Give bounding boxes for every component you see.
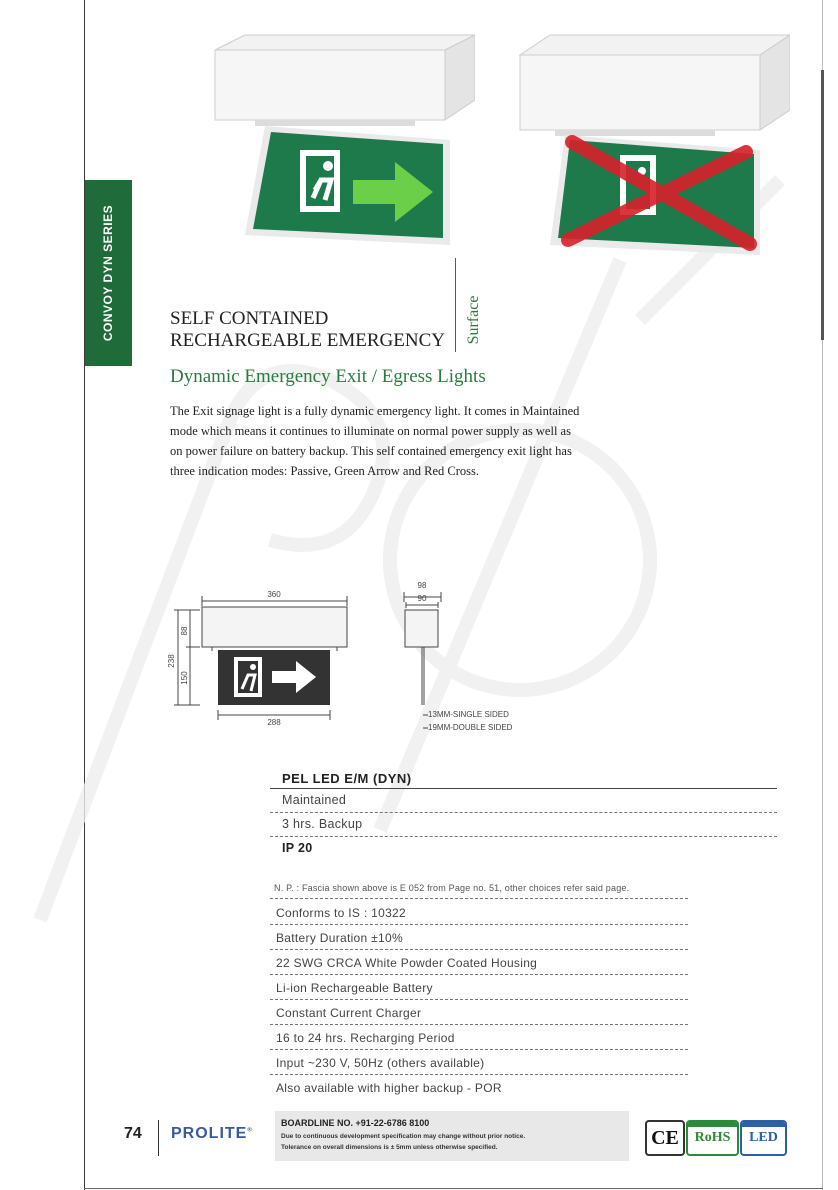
model-name: PEL LED E/M (DYN) — [282, 771, 412, 786]
brand-name: PROLITE — [171, 1125, 248, 1142]
series-tab — [85, 180, 132, 366]
dim-height-total: 238 — [167, 654, 176, 668]
rohs-certification-badge — [686, 1120, 739, 1156]
dim-width-sign: 288 — [267, 718, 281, 727]
feature-item: 22 SWG CRCA White Powder Coated Housing — [270, 950, 688, 975]
footer-info-box — [275, 1111, 629, 1161]
spec-row: 3 hrs. Backup — [270, 813, 777, 837]
rohs-band — [688, 1122, 737, 1127]
spec-table — [270, 771, 777, 860]
dim-height-housing: 88 — [180, 626, 189, 636]
disclaimer-2: Tolerance on overall dimensions is ± 5mm unless otherwise specified. — [281, 1144, 498, 1151]
ce-certification-badge — [645, 1120, 685, 1156]
feature-item: Constant Current Charger — [270, 1000, 688, 1025]
spec-row: Maintained — [270, 789, 777, 813]
left-frame-line — [84, 0, 85, 1190]
subtitle: Dynamic Emergency Exit / Egress Lights — [170, 366, 486, 387]
product-image-red-cross — [510, 30, 790, 265]
right-frame-accent — [821, 70, 824, 340]
feature-item: 16 to 24 hrs. Recharging Period — [270, 1025, 688, 1050]
title-line-1: SELF CONTAINED — [170, 308, 329, 329]
led-band — [742, 1122, 785, 1127]
rohs-label: RoHS — [694, 1130, 731, 1145]
description-line: three indication modes: Passive, Green Arrow and Red Cross. — [170, 464, 479, 478]
brand-logo: PROLITE® — [171, 1125, 253, 1142]
dim-height-sign: 150 — [180, 671, 189, 685]
dim-depth-inner: 90 — [417, 594, 427, 603]
feature-list — [270, 900, 688, 1099]
fascia-note: N. P. : Fascia shown above is E 052 from Page no. 51, other choices refer said page. — [274, 883, 630, 893]
dim-depth-total: 98 — [417, 581, 427, 590]
page-number: 74 — [124, 1125, 142, 1142]
feature-item: Conforms to IS : 10322 — [270, 900, 688, 925]
title-line-2: RECHARGEABLE EMERGENCY — [170, 330, 445, 351]
series-label: CONVOY DYN SERIES — [101, 204, 115, 342]
note-rule — [270, 898, 688, 899]
disclaimer-1: Due to continuous development specification may change without prior notice. — [281, 1133, 526, 1140]
description-line: on power failure on battery backup. This self contained emergency exit light has — [170, 444, 572, 458]
feature-item: Input ~230 V, 50Hz (others available) — [270, 1050, 688, 1075]
led-badge — [740, 1120, 787, 1156]
title-divider — [455, 258, 456, 352]
description — [170, 401, 615, 481]
dim-thickness-double: 19MM-DOUBLE SIDED — [428, 723, 513, 732]
feature-item: Battery Duration ±10% — [270, 925, 688, 950]
led-label: LED — [749, 1130, 778, 1145]
spec-row: IP 20 — [282, 841, 313, 855]
description-line: mode which means it continues to illuminate on normal power supply as well as — [170, 424, 571, 438]
product-image-green-arrow — [205, 30, 475, 255]
feature-item: Also available with higher backup - POR — [276, 1081, 502, 1095]
footer-separator — [158, 1120, 159, 1156]
dimension-drawing — [160, 575, 540, 740]
dim-thickness-single: 13MM-SINGLE SIDED — [428, 710, 509, 719]
ce-label: CE — [651, 1127, 679, 1149]
dim-width-total: 360 — [267, 590, 281, 599]
mounting-type: Surface — [465, 295, 482, 345]
bottom-frame-line — [84, 1188, 823, 1189]
description-line: The Exit signage light is a fully dynamic emergency light. It comes in Maintained — [170, 404, 580, 418]
feature-item: Li-ion Rechargeable Battery — [270, 975, 688, 1000]
boardline: BOARDLINE NO. +91-22-6786 8100 — [281, 1118, 430, 1128]
